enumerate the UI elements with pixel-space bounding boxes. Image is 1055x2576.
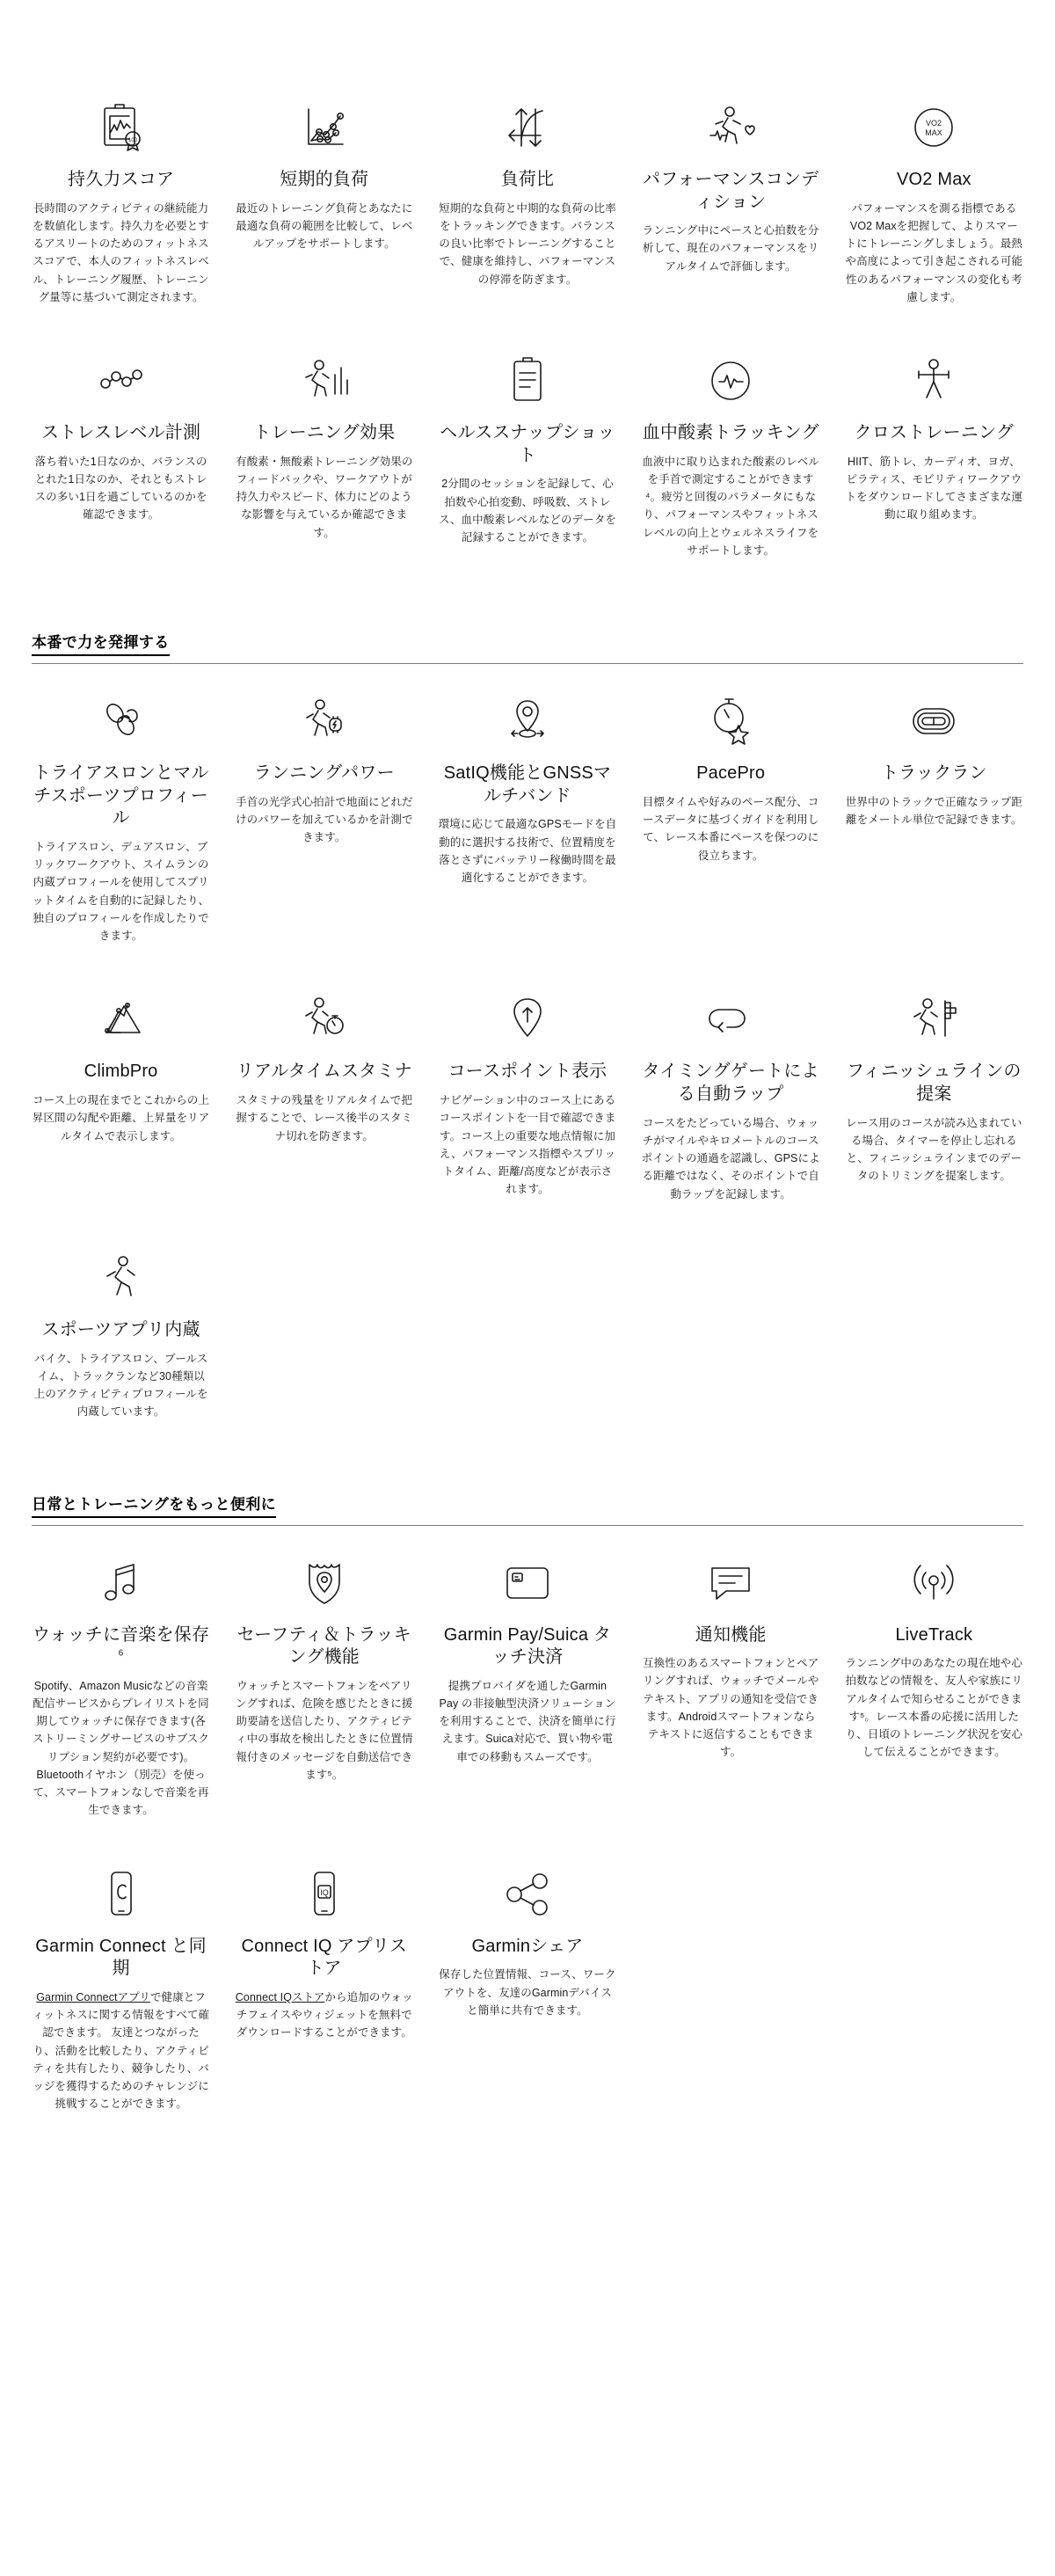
feature-description-text: から追加のウォッチフェイスやウィジェットを無料でダウンロードすることができます。 xyxy=(236,1990,413,2040)
feature-card xyxy=(222,76,426,329)
feature-card xyxy=(222,1531,426,1843)
feature-description: バイク、トライアスロン、プールスイム、トラックランなど30種類以上のアクティビティプロフィールを内蔵しています。 xyxy=(33,1352,208,1419)
section-title: 本番で力を発揮する xyxy=(32,630,170,656)
feature-card xyxy=(833,669,1036,967)
sports-apps-runner-icon xyxy=(90,1245,153,1310)
feature-description: パフォーマンスを測る指標であるVO2 Maxを把握して、よりスマートにトレーニングしましょう。最熱や高度によって引き起こされる可能性のあるパフォーマンスの変化も考慮します。 xyxy=(845,201,1023,303)
section-title: 日常とトレーニングをもっと便利に xyxy=(32,1492,276,1518)
feature-title: SatIQ機能とGNSSマルチバンド xyxy=(443,763,612,806)
feature-title: 負荷比 xyxy=(500,170,555,189)
feature-card xyxy=(19,76,222,329)
feature-description: 2分間のセッションを記録して、心拍数や心拍変動、呼吸数、ストレス、血中酸素レベルなどのデータを記録することができます。 xyxy=(438,478,616,544)
feature-title: トライアスロンとマルチスポーツプロフィール xyxy=(33,763,209,828)
feature-description: 目標タイムや好みのペース配分、コースデータに基づくガイドを利用して、レース本番にペースを保つのに役立ちます。 xyxy=(642,795,819,862)
stress-dots-icon xyxy=(90,348,153,413)
feature-card xyxy=(222,669,426,967)
feature-description: 保存した位置情報、コース、ワークアウトを、友達のGarminデバイスと簡単に共有できます。 xyxy=(439,1968,616,2017)
feature-page xyxy=(0,76,1055,2171)
feature-card xyxy=(426,967,629,1225)
feature-grid xyxy=(0,669,1055,1443)
phone-iq-icon xyxy=(293,1862,356,1927)
vo2max-circle-icon xyxy=(902,95,965,160)
feature-title: Garminシェア xyxy=(471,1936,584,1956)
feature-description: 世界中のトラックで正確なラップ距離をメートル単位で記録できます。 xyxy=(845,795,1022,827)
line-chart-icon xyxy=(293,95,356,160)
feature-description: 手首の光学式心拍計で地面にどれだけのパワーを加えているかを計測できます。 xyxy=(235,795,413,844)
feature-description-text: で健康とフィットネスに関する情報をすべて確認できます。 友達とつながったり、活動を比較したり、アクティビティを共有したり、競争したり、バッジを獲得するためのチャレンジに挑戦することができます。 xyxy=(32,1990,210,2111)
section-daily-convenience xyxy=(0,1492,1055,2136)
stopwatch-star-icon xyxy=(699,689,762,754)
share-nodes-icon xyxy=(496,1862,559,1927)
inline-link[interactable]: Connect IQストア xyxy=(235,1990,325,2003)
feature-title: ストレスレベル計測 xyxy=(40,423,201,443)
feature-description: コースをたどっている場合、ウォッチがマイルやキロメートルのコースポイントの通過を認識し、GPSによる距離ではなく、そのポイントで自動ラップを記録します。 xyxy=(641,1116,820,1200)
runner-heart-icon xyxy=(699,95,762,160)
feature-card xyxy=(19,329,222,582)
mountain-climb-icon xyxy=(90,987,153,1052)
feature-card xyxy=(19,669,222,967)
feature-card xyxy=(629,329,833,582)
section-training-insights xyxy=(0,76,1055,582)
gnss-pin-icon xyxy=(496,689,559,754)
feature-description: 互換性のあるスマートフォンとペアリングすれば、ウォッチでメールやテキスト、アプリの通知を受信できます。Androidスマートフォンならテキストに返信することもできます。 xyxy=(642,1657,819,1759)
feature-title: Garmin Pay/Suica タッチ決済 xyxy=(443,1624,612,1667)
health-clipboard-icon xyxy=(496,348,559,413)
feature-title-text: ウォッチに音楽を保存 xyxy=(32,1624,210,1645)
feature-card xyxy=(426,76,629,329)
feature-card xyxy=(222,967,426,1225)
feature-title: コースポイント表示 xyxy=(447,1062,608,1082)
feature-description: HIIT、筋トレ、カーディオ、ヨガ、ピラティス、モビリティワークアウトをダウンロードしてさまざまな運動に取り組めます。 xyxy=(845,455,1023,522)
safety-shield-pin-icon xyxy=(293,1551,356,1616)
feature-description: レース用のコースが読み込まれている場合、タイマーを停止し忘れると、フィニッシュラインまでのデータのトリミングを提案します。 xyxy=(846,1116,1022,1183)
feature-title: 持久力スコア xyxy=(67,170,175,189)
track-oval-icon xyxy=(902,689,965,754)
footnote-marker: 6 xyxy=(118,1648,124,1659)
svg-text:MAX: MAX xyxy=(925,128,943,137)
contactless-card-icon xyxy=(496,1551,559,1616)
feature-title: クロストレーニング xyxy=(854,423,1015,443)
feature-description: 有酸素・無酸素トレーニング効果のフィードバックや、ワークアウトが持久力やスピード、体力にどのような影響を与えているか確認できます。 xyxy=(236,455,413,539)
feature-description xyxy=(235,1989,413,2042)
feature-title: トレーニング効果 xyxy=(253,423,396,443)
feature-description: Spotify、Amazon Musicなどの音楽配信サービスからプレイリストを同期してウォッチに保存できます(各ストリーミングサービスのサブスクリプション契約が必要です)。Bluetoothイヤホン（別売）を使って、スマートフォンなしで音楽を再生できます。 xyxy=(33,1679,210,1817)
feature-card xyxy=(19,967,222,1225)
feature-card xyxy=(19,1226,222,1444)
clipboard-chart-badge-icon xyxy=(90,95,153,160)
runner-stopwatch-icon xyxy=(293,987,356,1052)
feature-title: ClimbPro xyxy=(84,1062,158,1082)
cross-training-figure-icon xyxy=(902,348,965,413)
feature-title: 短期的負荷 xyxy=(280,170,369,189)
feature-title: スポーツアプリ内蔵 xyxy=(41,1319,200,1339)
feature-description: 長時間のアクティビティの継続能力を数値化します。持久力を必要とするアスリートのためのフィットネススコアで、本人のフィットネスレベル、トレーニング履歴、トレーニング量等に基づいて測定されます。 xyxy=(33,201,209,303)
feature-title: ヘルススナップショット xyxy=(440,423,615,465)
svg-text:VO2: VO2 xyxy=(926,119,942,128)
feature-description: ウォッチとスマートフォンをペアリングすれば、危険を感じたときに援助要請を送信したり、アクティビティ中の事故を検出したときに位置情報付きのメッセージを自動送信できます⁵。 xyxy=(235,1679,413,1781)
feature-description: ランニング中にペースと心拍数を分析して、現在のパフォーマンスをリアルタイムで評価します。 xyxy=(642,224,819,273)
feature-title: VO2 Max xyxy=(896,170,971,189)
feature-grid xyxy=(0,1531,1055,2136)
feature-description xyxy=(32,1989,210,2113)
feature-title: フィニッシュラインの提案 xyxy=(847,1062,1022,1105)
feature-description: 落ち着いた1日なのか、バランスのとれた1日なのか、それともストレスの多い1日を過ごしているのかを確認できます。 xyxy=(34,455,207,522)
section-heading-race-day xyxy=(32,630,1023,664)
feature-title: タイミングゲートによる自動ラップ xyxy=(642,1062,819,1105)
feature-card xyxy=(19,1531,222,1843)
feature-card xyxy=(629,76,833,329)
feature-card xyxy=(19,1843,222,2136)
feature-title: Connect IQ アプリストア xyxy=(241,1936,408,1979)
feature-description: 環境に応じて最適なGPSモードを自動的に選択する技術で、位置精度を落とさずにバッテリー稼働時間を最適化することができます。 xyxy=(438,818,617,885)
feature-description: ランニング中のあなたの現在地や心拍数などの情報を、友人や家族にリアルタイムで知らせることができます⁵。レース本番の応援に活用したり、日頃のトレーニング状況を安心して伝えることができます。 xyxy=(845,1657,1023,1759)
feature-card xyxy=(222,1843,426,2136)
livetrack-broadcast-icon xyxy=(902,1551,965,1616)
section-heading-daily-convenience xyxy=(32,1492,1023,1526)
feature-description: トライアスロン、デュアスロン、ブリックワークアウト、スイムランの内蔵プロフィールを使用してスプリットタイムを自動的に記録したり、独自のプロフィールを作成したりできます。 xyxy=(32,840,210,943)
feature-card xyxy=(833,76,1036,329)
svg-text:IQ: IQ xyxy=(320,1887,329,1897)
feature-title: LiveTrack xyxy=(895,1624,973,1645)
course-point-pin-icon xyxy=(496,987,559,1052)
feature-description: 短期的な負荷と中期的な負荷の比率をトラッキングできます。バランスの良い比率でトレーニングすることで、健康を維持し、パフォーマンスの停滞を防ぎます。 xyxy=(439,201,616,286)
inline-link[interactable]: Garmin Connectアプリ xyxy=(36,1990,150,2003)
finish-line-runner-icon xyxy=(902,987,965,1052)
running-power-icon xyxy=(293,689,356,754)
feature-title: セーフティ＆トラッキング機能 xyxy=(236,1624,411,1667)
feature-title: Garmin Connect と同期 xyxy=(35,1936,207,1979)
section-race-day xyxy=(0,630,1055,1443)
feature-title: リアルタイムスタミナ xyxy=(236,1062,412,1082)
feature-description: スタミナの残量をリアルタイムで把握することで、レース後半のスタミナ切れを防ぎます。 xyxy=(236,1094,413,1142)
feature-title: ランニングパワー xyxy=(253,763,395,784)
feature-title: パフォーマンスコンディション xyxy=(642,170,819,212)
feature-description: ナビゲーション中のコース上にあるコースポイントを一目で確認できます。コース上の重要な地点情報に加え、パフォーマンス指標やスプリットタイム、距離/高度などが表示されます。 xyxy=(439,1094,616,1196)
timing-gate-loop-icon xyxy=(699,987,762,1052)
phone-connect-icon xyxy=(90,1862,153,1927)
feature-card xyxy=(426,669,629,967)
feature-card xyxy=(629,1531,833,1843)
feature-title: トラックラン xyxy=(880,763,987,784)
feature-description: 血液中に取り込まれた酸素のレベルを手首で測定することができます⁴。疲労と回復のパラメータにもなり、パフォーマンスやフィットネスレベルの向上とウェルネスライフをサポートします。 xyxy=(642,455,819,557)
feature-description: 提携プロバイダを通したGarmin Pay の非接触型決済ソリューションを利用することで、決済を簡単に行えます。Suica対応で、買い物や電車での移動もスムーズです。 xyxy=(439,1679,616,1763)
runner-bars-icon xyxy=(293,348,356,413)
music-notes-icon xyxy=(90,1551,153,1616)
sections-root xyxy=(0,76,1055,2136)
feature-card xyxy=(833,967,1036,1225)
feature-title xyxy=(32,1624,210,1669)
feature-card xyxy=(426,329,629,582)
notification-bubble-icon xyxy=(699,1551,762,1616)
feature-grid xyxy=(0,76,1055,582)
blood-oxygen-wave-icon xyxy=(699,348,762,413)
feature-card xyxy=(833,329,1036,582)
feature-description: コース上の現在までとこれからの上昇区間の勾配や距離、上昇量をリアルタイムで表示します。 xyxy=(32,1094,210,1142)
feature-title: 血中酸素トラッキング xyxy=(642,423,819,443)
load-ratio-axes-icon xyxy=(496,95,559,160)
feature-card xyxy=(426,1843,629,2136)
triathlon-rings-icon xyxy=(90,689,153,754)
feature-card xyxy=(222,329,426,582)
feature-card xyxy=(629,967,833,1225)
feature-card xyxy=(426,1531,629,1843)
feature-description: 最近のトレーニング負荷とあなたに最適な負荷の範囲を比較して、レベルアップをサポートします。 xyxy=(236,201,413,251)
feature-title: 通知機能 xyxy=(695,1624,767,1645)
feature-title: PacePro xyxy=(696,763,766,784)
svg-text:100: 100 xyxy=(127,138,137,143)
feature-card xyxy=(629,669,833,967)
feature-card xyxy=(833,1531,1036,1843)
